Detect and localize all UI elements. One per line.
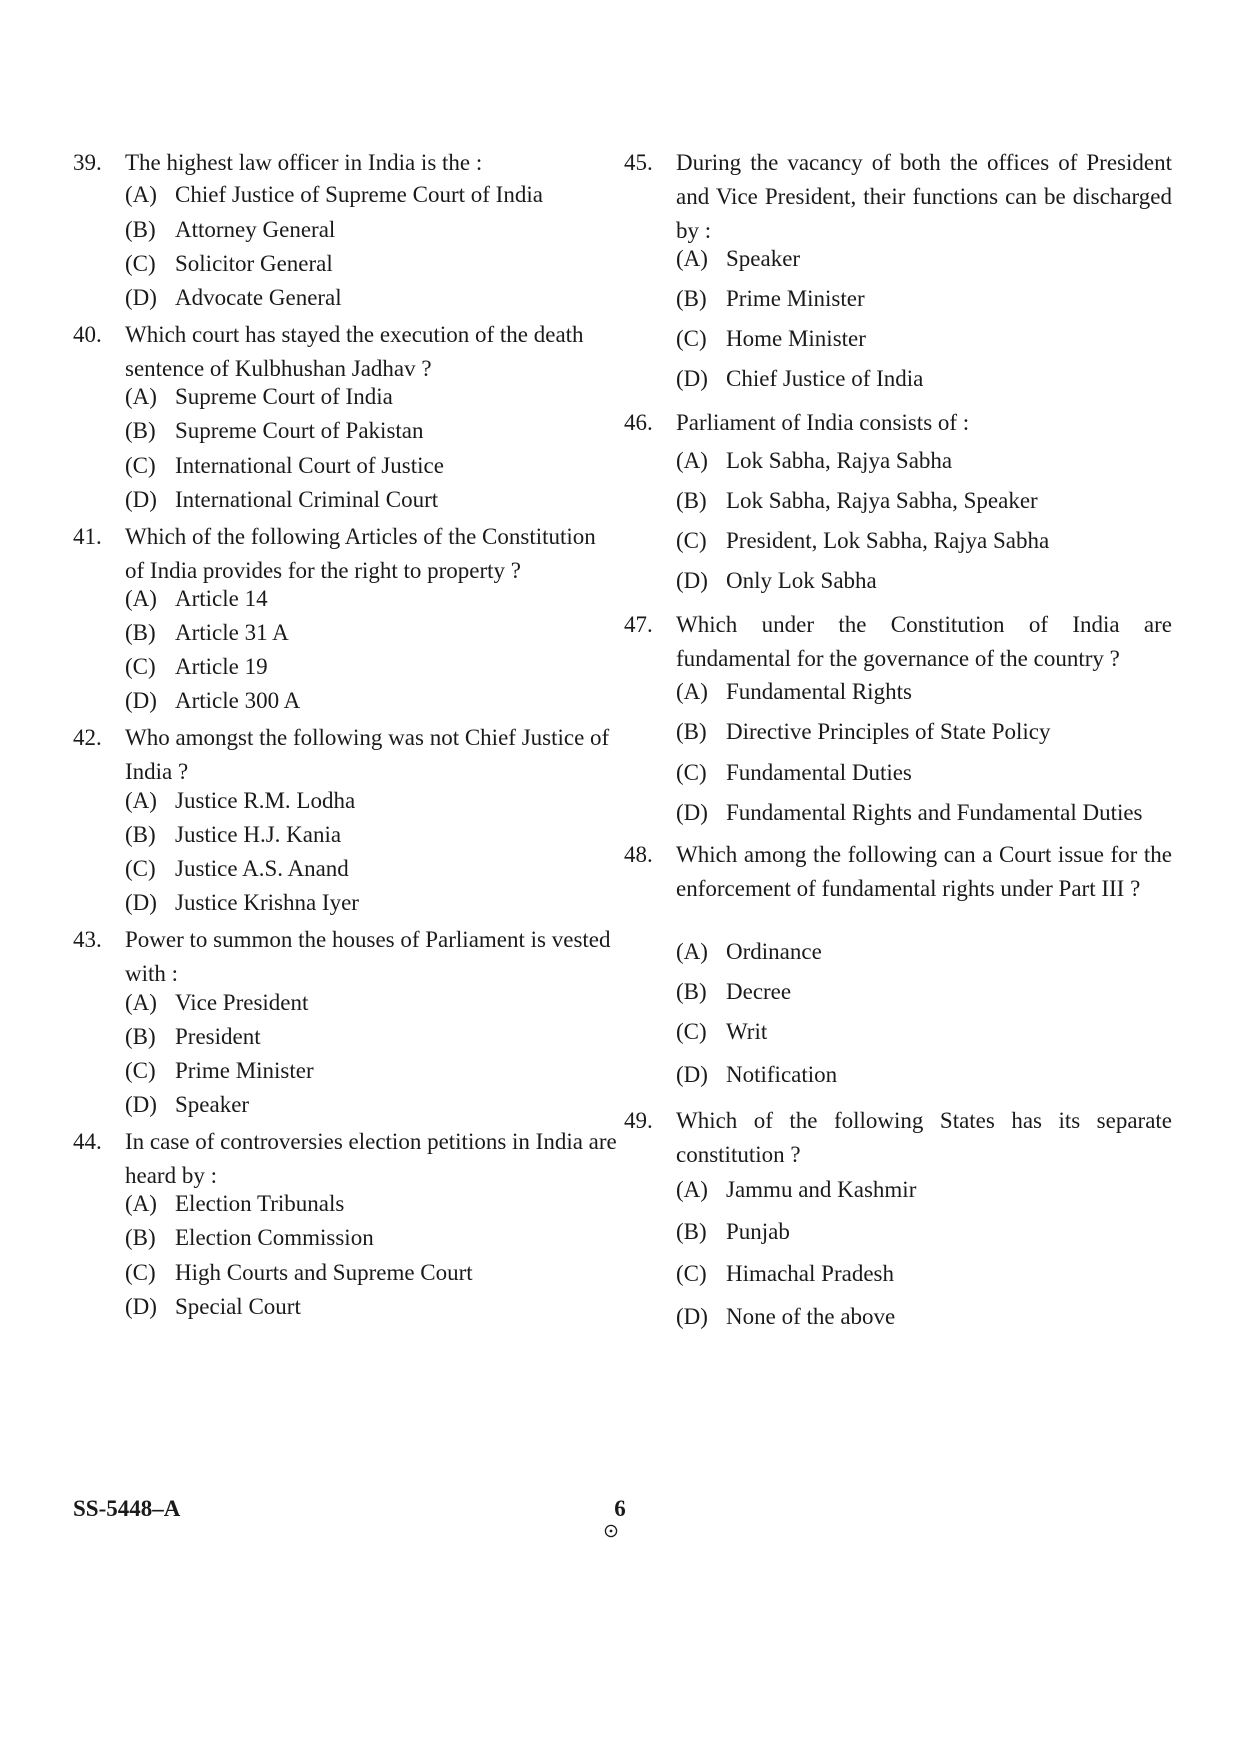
option-text: Fundamental Rights xyxy=(726,679,912,704)
option-label: (C) xyxy=(125,856,156,881)
answer-option xyxy=(125,1292,301,1322)
option-label: (D) xyxy=(125,688,157,713)
option-text: Vice President xyxy=(175,990,309,1015)
question-stem xyxy=(73,146,617,180)
question-text: During the vacancy of both the offices of President and Vice President, their functions can be discharged by : xyxy=(676,150,1172,243)
option-label: (D) xyxy=(676,568,708,593)
option-label: (B) xyxy=(125,1024,156,1049)
option-text: Solicitor General xyxy=(175,251,333,276)
answer-option xyxy=(676,446,952,476)
option-label: (A) xyxy=(125,586,157,611)
answer-option xyxy=(125,988,308,1018)
question-text: The highest law officer in India is the : xyxy=(125,150,483,175)
option-label: (B) xyxy=(676,979,707,1004)
question-text: Which court has stayed the execution of the death sentence of Kulbhushan Jadhav ? xyxy=(125,322,584,381)
option-text: Article 14 xyxy=(175,586,268,611)
option-text: Supreme Court of India xyxy=(175,384,393,409)
option-label: (B) xyxy=(676,488,707,513)
answer-option xyxy=(125,249,333,279)
option-text: Speaker xyxy=(726,246,801,271)
option-label: (B) xyxy=(676,286,707,311)
question xyxy=(73,146,617,310)
question-stem xyxy=(73,923,617,991)
option-label: (A) xyxy=(125,990,157,1015)
question-number: 40. xyxy=(73,322,102,347)
answer-option xyxy=(676,1217,790,1247)
option-text: Justice A.S. Anand xyxy=(175,856,349,881)
question-number: 42. xyxy=(73,725,102,750)
option-text: President xyxy=(175,1024,261,1049)
question-text: Who amongst the following was not Chief Justice of India ? xyxy=(125,725,610,784)
question-number: 47. xyxy=(624,612,653,637)
question-number: 49. xyxy=(624,1108,653,1133)
option-label: (D) xyxy=(676,1062,708,1087)
question-stem xyxy=(624,608,1172,676)
answer-option xyxy=(676,324,866,354)
option-label: (C) xyxy=(125,1058,156,1083)
answer-option xyxy=(125,1223,374,1253)
answer-option xyxy=(676,798,1143,828)
option-label: (A) xyxy=(125,384,157,409)
option-label: (A) xyxy=(676,679,708,704)
page-number: 6 xyxy=(614,1496,626,1521)
answer-option xyxy=(125,786,355,816)
option-label: (C) xyxy=(125,251,156,276)
option-label: (C) xyxy=(676,528,707,553)
answer-option xyxy=(676,1017,767,1047)
question-number: 44. xyxy=(73,1129,102,1154)
option-text: Himachal Pradesh xyxy=(726,1261,894,1286)
question-text: Which of the following States has its separate constitution ? xyxy=(676,1108,1172,1167)
answer-option xyxy=(125,1189,344,1219)
option-label: (C) xyxy=(125,654,156,679)
option-label: (C) xyxy=(125,1260,156,1285)
option-text: Justice R.M. Lodha xyxy=(175,788,356,813)
option-text: Lok Sabha, Rajya Sabha, Speaker xyxy=(726,488,1038,513)
answer-option xyxy=(125,485,438,515)
option-text: Prime Minister xyxy=(175,1058,314,1083)
option-label: (A) xyxy=(676,939,708,964)
option-text: International Court of Justice xyxy=(175,453,444,478)
question-stem xyxy=(624,838,1172,906)
answer-option xyxy=(125,451,444,481)
question-stem xyxy=(73,520,617,588)
question-number: 43. xyxy=(73,927,102,952)
option-label: (C) xyxy=(676,326,707,351)
question-text: In case of controversies election petitions in India are heard by : xyxy=(125,1129,617,1188)
question-text: Which under the Constitution of India are fundamental for the governance of the country ? xyxy=(676,612,1172,671)
option-label: (D) xyxy=(125,1092,157,1117)
question-number: 45. xyxy=(624,150,653,175)
question-number: 46. xyxy=(624,410,653,435)
question xyxy=(73,923,617,1117)
answer-option xyxy=(676,364,923,394)
answer-option xyxy=(125,180,543,210)
answer-option xyxy=(125,1090,249,1120)
option-text: Attorney General xyxy=(175,217,336,242)
answer-option xyxy=(676,244,800,274)
option-label: (A) xyxy=(676,448,708,473)
question-number: 39. xyxy=(73,150,102,175)
answer-option xyxy=(676,717,1050,747)
option-text: Article 31 A xyxy=(175,620,289,645)
option-label: (C) xyxy=(676,1019,707,1044)
option-label: (B) xyxy=(676,1219,707,1244)
option-text: Prime Minister xyxy=(726,286,865,311)
option-label: (B) xyxy=(125,217,156,242)
option-text: High Courts and Supreme Court xyxy=(175,1260,473,1285)
answer-option xyxy=(125,382,393,412)
answer-option xyxy=(125,888,359,918)
question-stem xyxy=(73,1125,617,1193)
option-text: Directive Principles of State Policy xyxy=(726,719,1051,744)
option-label: (B) xyxy=(125,822,156,847)
option-text: Article 300 A xyxy=(175,688,301,713)
question xyxy=(73,1125,617,1319)
answer-option xyxy=(676,937,822,967)
option-label: (B) xyxy=(125,620,156,645)
option-text: Fundamental Duties xyxy=(726,760,912,785)
option-label: (A) xyxy=(676,1177,708,1202)
option-label: (A) xyxy=(125,182,157,207)
question xyxy=(624,838,1172,1087)
answer-option xyxy=(676,284,865,314)
answer-option xyxy=(676,1175,916,1205)
option-text: Chief Justice of Supreme Court of India xyxy=(175,182,543,207)
question xyxy=(624,406,1172,593)
question-text: Parliament of India consists of : xyxy=(676,410,970,435)
option-label: (B) xyxy=(125,1225,156,1250)
option-label: (C) xyxy=(676,1261,707,1286)
option-label: (A) xyxy=(125,788,157,813)
option-text: Home Minister xyxy=(726,326,866,351)
question-stem xyxy=(73,721,617,789)
question xyxy=(624,1104,1172,1329)
option-text: Election Commission xyxy=(175,1225,374,1250)
option-label: (D) xyxy=(676,366,708,391)
question-stem xyxy=(624,1104,1172,1172)
option-label: (D) xyxy=(125,1294,157,1319)
question xyxy=(73,318,617,512)
option-text: Lok Sabha, Rajya Sabha xyxy=(726,448,953,473)
answer-option xyxy=(125,283,342,313)
answer-option xyxy=(125,820,341,850)
option-label: (A) xyxy=(125,1191,157,1216)
option-text: Ordinance xyxy=(726,939,822,964)
paper-code: SS-5448–A xyxy=(73,1496,181,1521)
answer-option xyxy=(125,1258,473,1288)
question xyxy=(624,146,1172,391)
option-text: Supreme Court of Pakistan xyxy=(175,418,424,443)
option-text: Writ xyxy=(726,1019,768,1044)
option-text: None of the above xyxy=(726,1304,896,1329)
option-text: Only Lok Sabha xyxy=(726,568,877,593)
option-text: Decree xyxy=(726,979,792,1004)
option-label: (C) xyxy=(125,453,156,478)
question xyxy=(73,520,617,713)
option-text: Advocate General xyxy=(175,285,342,310)
question-number: 41. xyxy=(73,524,102,549)
option-label: (D) xyxy=(125,890,157,915)
option-text: International Criminal Court xyxy=(175,487,439,512)
option-text: Jammu and Kashmir xyxy=(726,1177,917,1202)
answer-option xyxy=(125,215,335,245)
option-text: Justice H.J. Kania xyxy=(175,822,342,847)
option-text: Article 19 xyxy=(175,654,268,679)
question xyxy=(624,608,1172,825)
question-number: 48. xyxy=(624,842,653,867)
question-text: Which among the following can a Court issue for the enforcement of fundamental rights under Part III ? xyxy=(676,842,1172,901)
option-text: Election Tribunals xyxy=(175,1191,345,1216)
answer-option xyxy=(676,526,1049,556)
option-label: (B) xyxy=(125,418,156,443)
answer-option xyxy=(676,677,912,707)
option-text: Special Court xyxy=(175,1294,301,1319)
option-label: (A) xyxy=(676,246,708,271)
answer-option xyxy=(125,618,289,648)
option-text: Speaker xyxy=(175,1092,250,1117)
option-text: Punjab xyxy=(726,1219,790,1244)
answer-option xyxy=(676,566,877,596)
option-text: Fundamental Rights and Fundamental Duties xyxy=(726,800,1143,825)
option-label: (C) xyxy=(676,760,707,785)
answer-option xyxy=(676,1259,894,1289)
answer-option xyxy=(125,652,268,682)
option-label: (D) xyxy=(125,285,157,310)
registration-mark-icon xyxy=(604,1524,618,1538)
option-text: Notification xyxy=(726,1062,838,1087)
option-label: (D) xyxy=(676,1304,708,1329)
option-text: President, Lok Sabha, Rajya Sabha xyxy=(726,528,1050,553)
answer-option xyxy=(125,1056,314,1086)
answer-option xyxy=(676,486,1038,516)
answer-option xyxy=(676,977,791,1007)
question-text: Which of the following Articles of the Constitution of India provides for the right to property ? xyxy=(125,524,596,583)
question-stem xyxy=(73,318,617,386)
question xyxy=(73,721,617,915)
question-stem xyxy=(624,146,1172,248)
option-label: (D) xyxy=(125,487,157,512)
answer-option xyxy=(676,758,912,788)
answer-option xyxy=(125,416,424,446)
answer-option xyxy=(125,686,300,716)
option-text: Justice Krishna Iyer xyxy=(175,890,359,915)
answer-option xyxy=(676,1302,895,1332)
answer-option xyxy=(676,1060,837,1090)
question-stem xyxy=(624,406,1172,440)
answer-option xyxy=(125,1022,261,1052)
question-text: Power to summon the houses of Parliament is vested with : xyxy=(125,927,611,986)
option-text: Chief Justice of India xyxy=(726,366,924,391)
option-label: (D) xyxy=(676,800,708,825)
answer-option xyxy=(125,584,268,614)
option-label: (B) xyxy=(676,719,707,744)
answer-option xyxy=(125,854,349,884)
